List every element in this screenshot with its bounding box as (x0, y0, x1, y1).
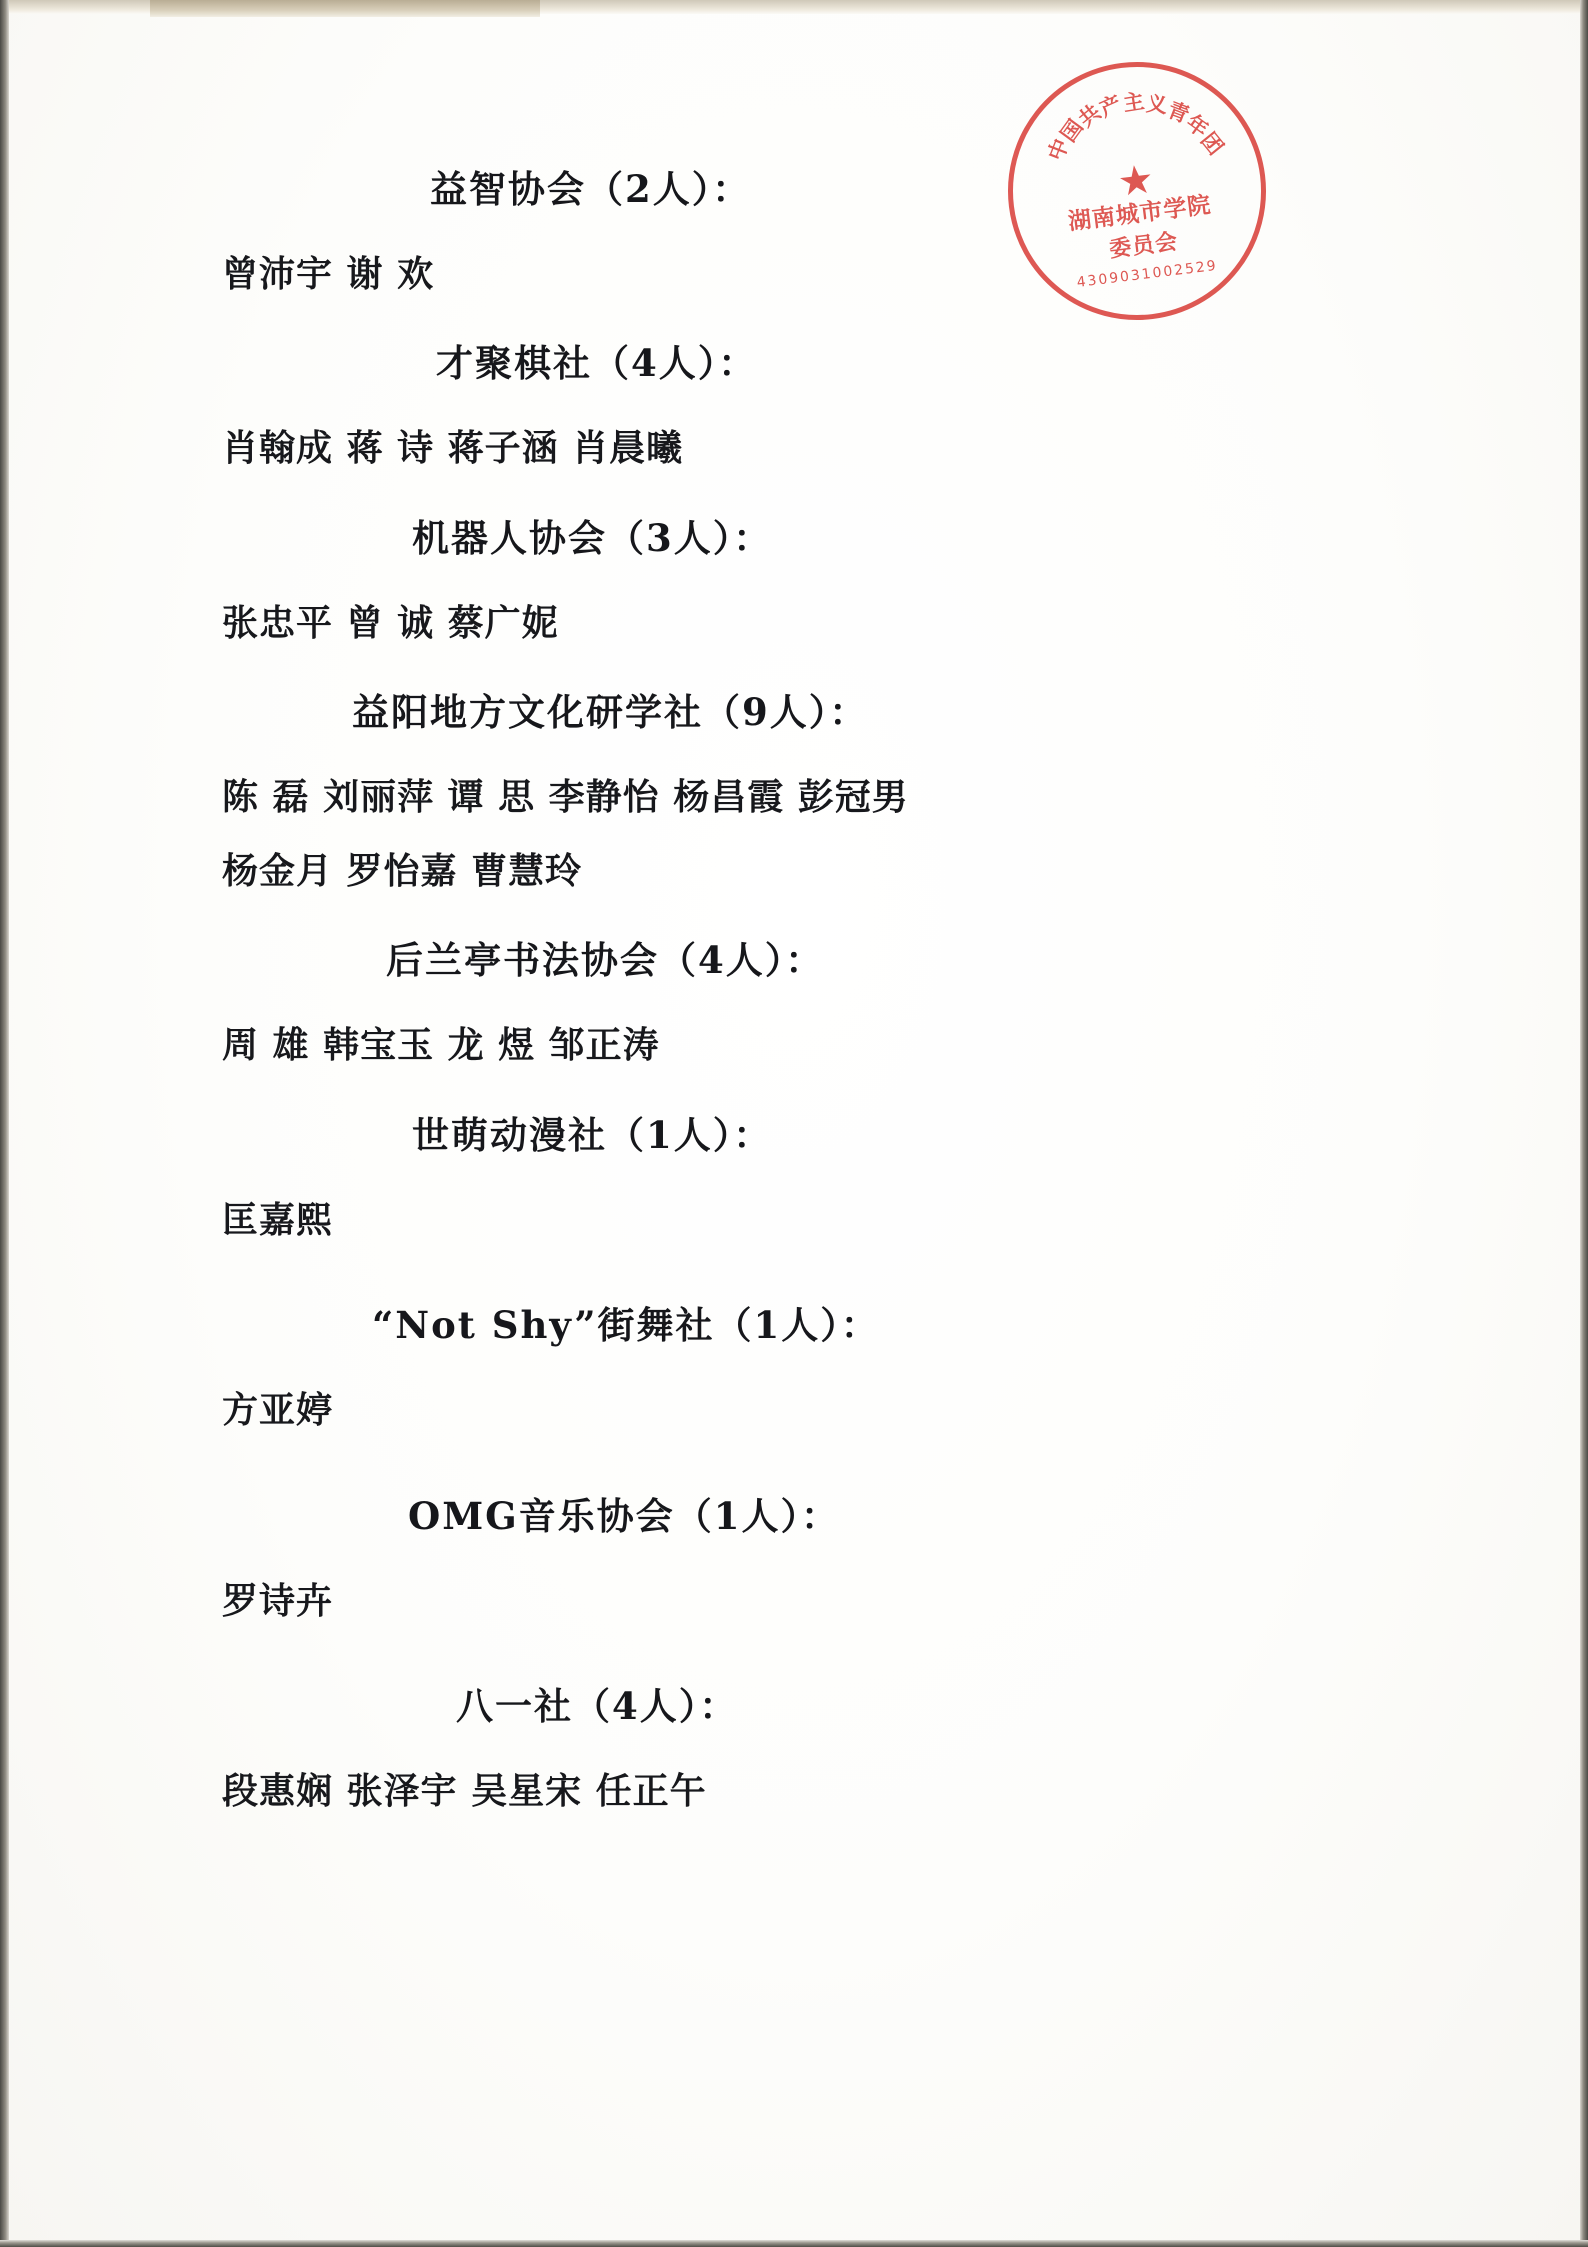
section-names: 匡嘉熙 (222, 1198, 334, 1241)
seal-code: 4309031002529 (1075, 257, 1219, 291)
page-edge-right (1580, 0, 1588, 2247)
star-icon: ★ (1115, 156, 1157, 207)
section-heading: 后兰亭书法协会（4人）： (386, 938, 825, 983)
document-body (222, 167, 1360, 1862)
section-names: 方亚婷 (222, 1389, 334, 1432)
section-heading: 才聚棋社（4人）： (436, 341, 758, 386)
section-heading: 机器人协会（3人）： (412, 515, 773, 560)
section-heading: “Not Shy”街舞社（1人）： (372, 1303, 880, 1348)
section-block (222, 1303, 1360, 1432)
seal-arc-char: 产 (1095, 90, 1126, 122)
seal-arc-char: 国 (1055, 114, 1088, 147)
section-names: 肖翰成 蒋 诗 蒋子涵 肖晨曦 (222, 427, 684, 470)
section-block (222, 341, 1360, 470)
page-edge-left (0, 0, 9, 2247)
section-names: 罗诗卉 (222, 1579, 334, 1622)
section-block (222, 515, 1360, 644)
seal-arc-char: 主 (1121, 87, 1146, 116)
section-names: 曾沛宇 谢 欢 (222, 252, 435, 295)
section-block (222, 690, 1360, 892)
seal-arc-char: 中 (1042, 135, 1074, 164)
section-names-continued: 杨金月 罗怡嘉 曹慧玲 (222, 849, 583, 892)
seal-arc-char: 共 (1073, 99, 1106, 132)
seal-org-line1: 湖南城市学院 (1066, 191, 1213, 236)
section-names: 段惠娴 张泽宇 吴星宋 任正午 (222, 1769, 707, 1812)
seal-arc-char: 团 (1196, 127, 1229, 160)
section-block (222, 167, 1360, 295)
seal-arc-char: 年 (1181, 109, 1214, 142)
section-names: 陈 磊 刘丽萍 谭 思 李静怡 杨昌霞 彭冠男 (222, 776, 909, 819)
section-heading: 益阳地方文化研学社（9人）： (352, 690, 869, 735)
section-heading: 世萌动漫社（1人）： (412, 1112, 773, 1157)
section-block (222, 1493, 1360, 1622)
section-heading: 益智协会（2人）： (430, 167, 752, 211)
seal-arc-char: 义 (1144, 90, 1169, 118)
section-names: 张忠平 曾 诚 蔡广妮 (222, 601, 559, 644)
section-names: 周 雄 韩宝玉 龙 煜 邹正涛 (222, 1024, 660, 1067)
seal-org-line2: 委员会 (1107, 228, 1180, 263)
section-heading: OMG音乐协会（1人）： (408, 1493, 841, 1538)
page-edge-bottom (0, 2240, 1588, 2247)
seal-arc-char: 青 (1164, 96, 1193, 128)
section-heading: 八一社（4人）： (456, 1684, 739, 1729)
section-block (222, 1112, 1360, 1241)
section-block (222, 1684, 1360, 1812)
section-block (222, 938, 1360, 1067)
page-top-paper-tab (150, 0, 540, 17)
